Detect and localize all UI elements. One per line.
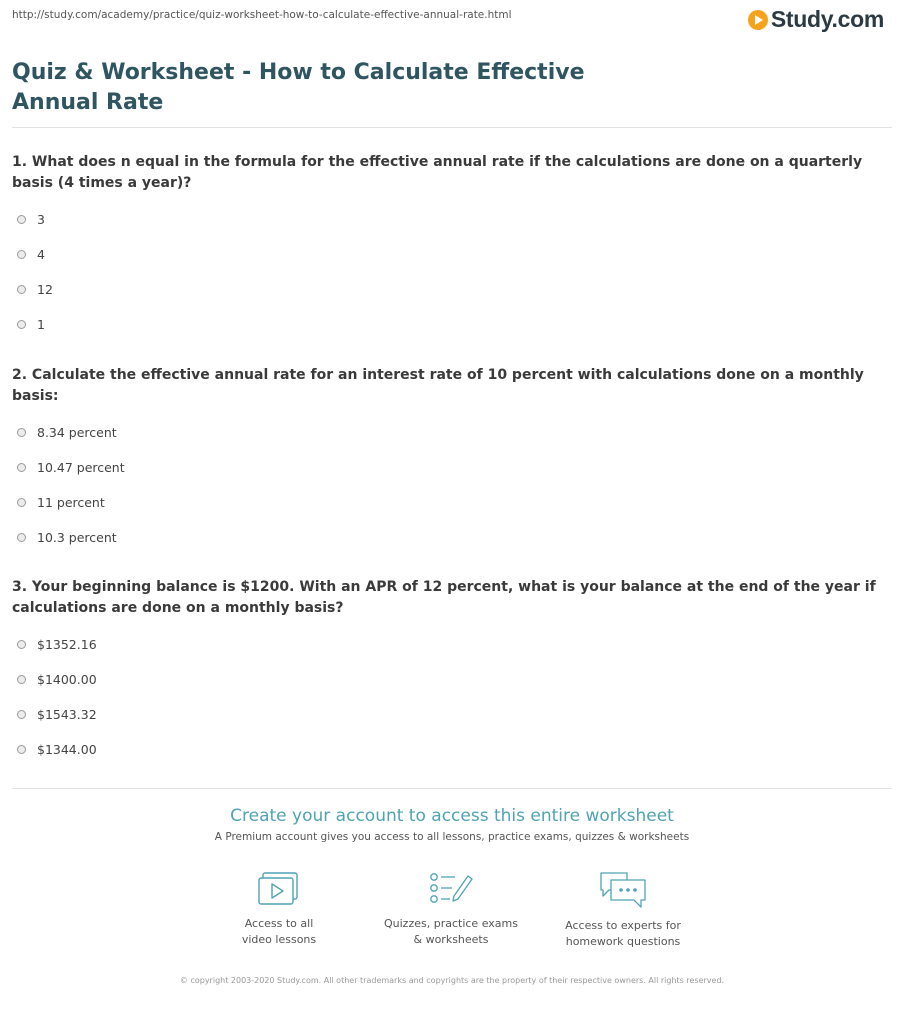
answer-label: $1543.32 — [37, 707, 97, 722]
answer-label: 12 — [37, 282, 53, 297]
radio-button[interactable] — [17, 428, 26, 437]
cta-subtitle: A Premium account gives you access to all lessons, practice exams, quizzes & worksheets — [214, 831, 690, 843]
question-3: 3. Your beginning balance is $1200. With an APR of 12 percent, what is your balance at the end of the year if calculations are done on a monthly basis? — [12, 579, 876, 616]
study-logo[interactable] — [748, 6, 884, 33]
divider — [12, 127, 892, 128]
answer-label: $1352.16 — [37, 637, 97, 652]
radio-button[interactable] — [17, 285, 26, 294]
answer-option[interactable] — [17, 317, 45, 332]
radio-button[interactable] — [17, 745, 26, 754]
question-2: 2. Calculate the effective annual rate for an interest rate of 10 percent with calculations done on a monthly basis: — [12, 367, 864, 404]
radio-button[interactable] — [17, 320, 26, 329]
radio-button[interactable] — [17, 498, 26, 507]
radio-button[interactable] — [17, 215, 26, 224]
feature-label-line: video lessons — [241, 933, 317, 946]
feature-label-line: Quizzes, practice exams — [384, 917, 518, 930]
radio-button[interactable] — [17, 463, 26, 472]
page-url: http://study.com/academy/practice/quiz-worksheet-how-to-calculate-effective-annual-rate.html — [12, 9, 512, 21]
play-logo-icon — [748, 10, 768, 30]
feature-label-line: Access to all — [244, 917, 314, 930]
feature-label-line: Access to experts for — [565, 919, 681, 932]
answer-label: $1344.00 — [37, 742, 97, 757]
answer-option[interactable] — [17, 742, 97, 757]
divider — [12, 788, 892, 789]
chat-bubbles-icon — [597, 870, 649, 910]
radio-button[interactable] — [17, 533, 26, 542]
answer-label: 8.34 percent — [37, 425, 117, 440]
answer-option[interactable] — [17, 530, 117, 545]
answer-option[interactable] — [17, 212, 45, 227]
answer-label: 10.3 percent — [37, 530, 117, 545]
quiz-list-icon — [428, 870, 474, 908]
answer-label: 10.47 percent — [37, 460, 125, 475]
answer-option[interactable] — [17, 637, 97, 652]
feature-experts — [543, 870, 703, 950]
copyright-notice: © copyright 2003-2020 Study.com. All other trademarks and copyrights are the property of their respective owners. All rights reserved. — [179, 976, 725, 985]
answer-label: 3 — [37, 212, 45, 227]
page-title: Quiz & Worksheet - How to Calculate Effective Annual Rate — [12, 60, 585, 115]
answer-label: 1 — [37, 317, 45, 332]
radio-button[interactable] — [17, 250, 26, 259]
answer-option[interactable] — [17, 672, 97, 687]
radio-button[interactable] — [17, 675, 26, 684]
answer-option[interactable] — [17, 247, 45, 262]
video-lesson-icon — [257, 870, 301, 908]
answer-option[interactable] — [17, 282, 53, 297]
answer-option[interactable] — [17, 707, 97, 722]
radio-button[interactable] — [17, 640, 26, 649]
logo-text: Study.com — [770, 6, 884, 32]
feature-quizzes — [371, 870, 531, 948]
answer-option[interactable] — [17, 425, 117, 440]
feature-video-lessons — [199, 870, 359, 948]
question-1: 1. What does n equal in the formula for the effective annual rate if the calculations are done on a quarterly basis (4 times a year)? — [12, 154, 863, 191]
answer-option[interactable] — [17, 495, 105, 510]
create-account-link[interactable]: Create your account to access this entire worksheet — [230, 806, 674, 826]
radio-button[interactable] — [17, 710, 26, 719]
feature-label-line: & worksheets — [413, 933, 489, 946]
answer-label: $1400.00 — [37, 672, 97, 687]
feature-label-line: homework questions — [565, 935, 681, 948]
answer-option[interactable] — [17, 460, 125, 475]
answer-label: 11 percent — [37, 495, 105, 510]
answer-label: 4 — [37, 247, 45, 262]
